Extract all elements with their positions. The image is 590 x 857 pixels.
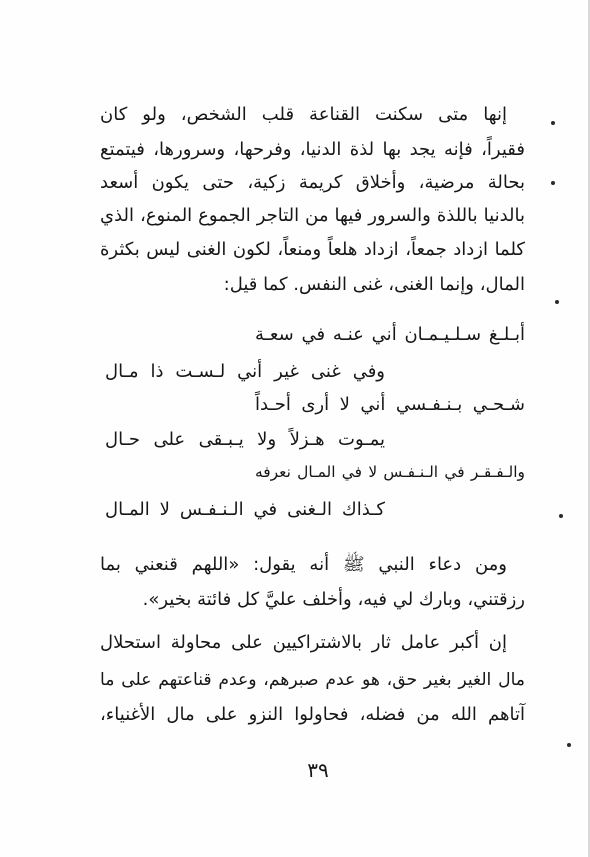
scan-speck: [559, 514, 563, 518]
paragraph-line: إنها متى سكنت القناعة قلب الشخص، ولو كان: [100, 104, 507, 125]
scan-speck: [551, 181, 555, 185]
paragraph-line: المال، وإنما الغنى، غنى النفس. كما قيل:: [223, 274, 525, 295]
verse-hemistich-second: وفي غنى غير أني لـسـت ذا مـال: [105, 361, 385, 382]
paragraph-line: مال الغير بغير حق، هو عدم صبرهم، وعدم قناعتهم على ما: [100, 670, 525, 690]
scan-speck: [567, 743, 571, 747]
paragraph-line: بحالة مرضية، وأخلاق كريمة زكية، حتى يكون أسعد: [100, 172, 525, 193]
paragraph-line: فقيراً، فإنه يجد بها لذة الدنيا، وفرحها، وسرورها، فيتمتع: [100, 139, 525, 160]
verse-hemistich-second: كـذاك الـغنى في الـنـفـس لا المـال: [105, 499, 385, 520]
verse-hemistich-first: والـفـقـر في الـنـفـس لا في المـال نعرفه: [255, 463, 525, 481]
paragraph-line: رزقتني، وبارك لي فيه، وأخلف عليَّ كل فائتة بخير».: [142, 589, 525, 610]
paragraph-line: كلما ازداد جمعاً، ازداد هلعاً ومنعاً، لكون الغنى ليس بكثرة: [100, 239, 525, 260]
verse-hemistich-first: أبـلـغ سـلـيـمـان أني عنـه في سعـة: [255, 324, 525, 345]
paragraph-line: إن أكبر عامل ثار بالاشتراكيين على محاولة استحلال: [100, 632, 507, 653]
scan-speck: [555, 300, 559, 304]
verse-hemistich-first: شـحـي بـنـفـسي أني لا أرى أحـداً: [255, 394, 525, 415]
scan-speck: [551, 121, 555, 125]
page-number: ٣٩: [307, 758, 329, 782]
paragraph-line: ومن دعاء النبي ﷺ أنه يقول: «اللهم قنعني بما: [100, 554, 507, 575]
paragraph-line: بالدنيا باللذة والسرور فيها من التاجر الجموع المنوع، الذي: [100, 205, 525, 226]
verse-hemistich-second: يمـوت هـزلاً ولا يـبـقى على حـال: [105, 429, 385, 450]
paragraph-line: آتاهم الله من فضله، فحاولوا النزو على مال الأغنياء،: [100, 704, 525, 725]
